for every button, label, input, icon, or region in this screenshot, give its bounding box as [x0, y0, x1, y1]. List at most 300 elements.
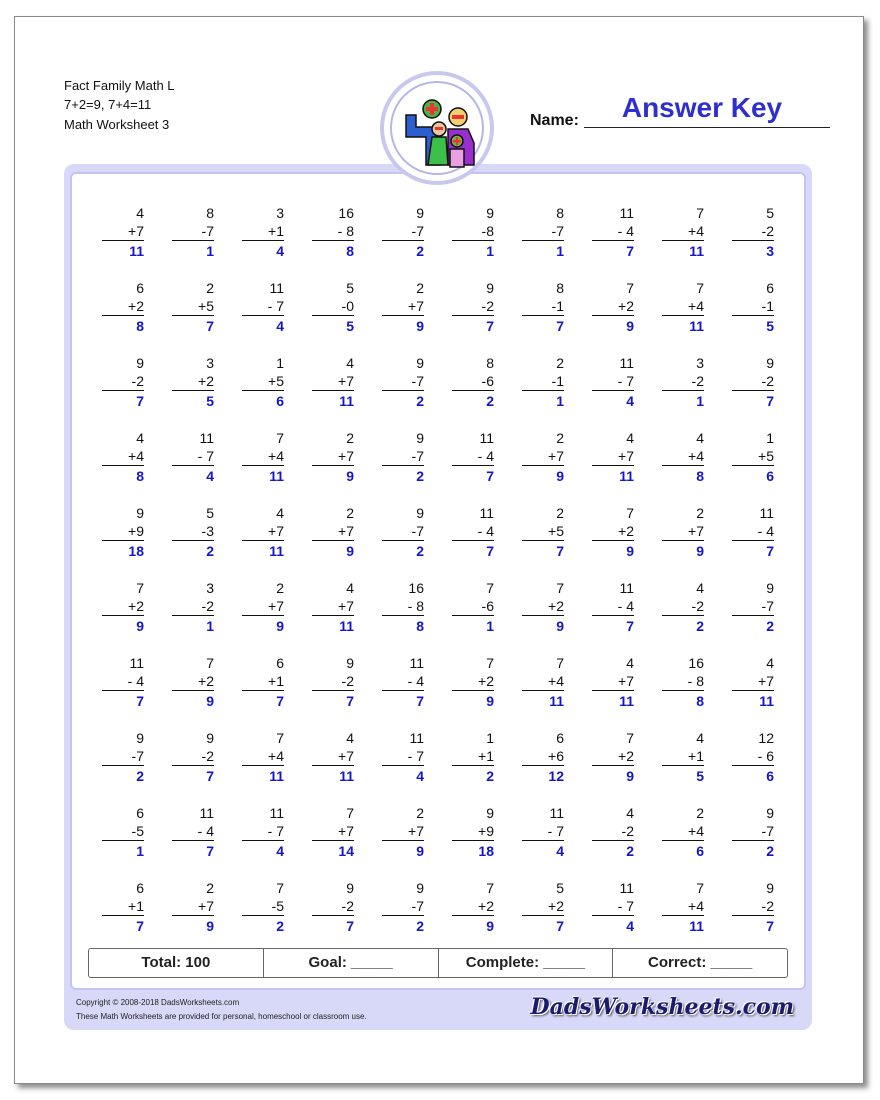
problem [592, 729, 648, 793]
problem-operand: +7 [338, 748, 354, 764]
problem-top: 2 [696, 505, 704, 521]
problem [522, 804, 578, 868]
problem-answer: 9 [206, 918, 214, 934]
problem-top: 4 [696, 430, 704, 446]
problem [312, 804, 368, 868]
problem-answer: 4 [626, 393, 634, 409]
problem-answer: 11 [339, 618, 354, 634]
problem-rule [732, 615, 774, 616]
problem-rule [242, 690, 284, 691]
problem-top: 4 [626, 430, 634, 446]
problem-operand: -6 [481, 598, 494, 614]
problem-top: 7 [696, 205, 704, 221]
problem-rule [102, 540, 144, 541]
problem-answer: 9 [626, 768, 634, 784]
problem-operand: - 8 [407, 598, 424, 614]
problem-top: 8 [486, 355, 494, 371]
problem-rule [172, 840, 214, 841]
problem [452, 879, 508, 943]
total-cell: Total: 100 [89, 949, 264, 977]
problem [662, 429, 718, 493]
problem-top: 9 [346, 655, 354, 671]
problem [382, 504, 438, 568]
problem-answer: 8 [696, 468, 704, 484]
problem-top: 7 [556, 655, 564, 671]
problem-answer: 5 [696, 768, 704, 784]
problem-operand: +7 [338, 448, 354, 464]
problem-top: 4 [766, 655, 774, 671]
problem-answer: 11 [689, 918, 704, 934]
problem [242, 729, 298, 793]
problem [522, 279, 578, 343]
problem-rule [102, 240, 144, 241]
problem-rule [592, 240, 634, 241]
problem-answer: 11 [339, 768, 354, 784]
problem-answer: 4 [556, 843, 564, 859]
problem-rule [102, 765, 144, 766]
problem-answer: 11 [759, 693, 774, 709]
problem-answer: 7 [626, 618, 634, 634]
problem-top: 11 [619, 355, 634, 371]
problem-answer: 8 [416, 618, 424, 634]
problem-rule [242, 540, 284, 541]
problem [102, 504, 158, 568]
problem-operand: -8 [481, 223, 494, 239]
problem-answer: 9 [486, 693, 494, 709]
problem-answer: 7 [416, 693, 424, 709]
problem-rule [102, 390, 144, 391]
problem-operand: +7 [408, 298, 424, 314]
problem [312, 579, 368, 643]
problem-answer: 9 [416, 318, 424, 334]
problem-operand: +1 [688, 748, 704, 764]
problem-operand: -2 [201, 748, 214, 764]
problem-top: 9 [766, 580, 774, 596]
problem [172, 804, 228, 868]
problem-answer: 7 [556, 918, 564, 934]
problem-rule [522, 840, 564, 841]
problem-answer: 7 [136, 693, 144, 709]
problem-answer: 7 [346, 918, 354, 934]
problem [452, 804, 508, 868]
problem-rule [522, 390, 564, 391]
problem-operand: -7 [551, 223, 564, 239]
problem-rule [452, 540, 494, 541]
problem [242, 429, 298, 493]
problem [732, 504, 788, 568]
problem-top: 5 [556, 880, 564, 896]
problem-answer: 9 [556, 618, 564, 634]
problem [452, 354, 508, 418]
problem-operand: +4 [688, 298, 704, 314]
problem-operand: - 7 [547, 823, 564, 839]
problem-top: 2 [206, 280, 214, 296]
problem-panel [64, 164, 812, 1030]
problem-rule [452, 315, 494, 316]
problem-answer: 9 [206, 693, 214, 709]
problem-top: 1 [766, 430, 774, 446]
problem-rule [592, 915, 634, 916]
problem-answer: 11 [549, 693, 564, 709]
problem-operand: +4 [268, 448, 284, 464]
problem-top: 4 [696, 730, 704, 746]
goal-cell: Goal: _____ [264, 949, 439, 977]
problem-operand: -7 [131, 748, 144, 764]
problem-rule [732, 540, 774, 541]
problem-rule [242, 615, 284, 616]
problem-answer: 2 [276, 918, 284, 934]
problem [102, 354, 158, 418]
problem [662, 654, 718, 718]
problem-operand: +5 [758, 448, 774, 464]
problem-top: 2 [556, 430, 564, 446]
problem-answer: 7 [766, 918, 774, 934]
problem-rule [522, 915, 564, 916]
problem [522, 879, 578, 943]
problem [732, 354, 788, 418]
problem-answer: 2 [696, 618, 704, 634]
problem-rule [662, 765, 704, 766]
problem-operand: -5 [271, 898, 284, 914]
problem-rule [312, 765, 354, 766]
fact-family-label: 7+2=9, 7+4=11 [64, 97, 152, 112]
problem-operand: -1 [551, 298, 564, 314]
problem-top: 7 [276, 430, 284, 446]
problem-top: 4 [136, 430, 144, 446]
problem-operand: - 4 [127, 673, 144, 689]
problem [732, 279, 788, 343]
problem-operand: -2 [691, 373, 704, 389]
problem-operand: +4 [548, 673, 564, 689]
problem-answer: 7 [626, 243, 634, 259]
problem-rule [592, 390, 634, 391]
problem-operand: +2 [478, 898, 494, 914]
problem-rule [452, 690, 494, 691]
problem [732, 729, 788, 793]
problem [242, 654, 298, 718]
problem-top: 5 [766, 205, 774, 221]
answer-key-title: Answer Key [621, 92, 783, 123]
problem-operand: - 4 [617, 223, 634, 239]
problem [172, 654, 228, 718]
problem-answer: 1 [556, 243, 564, 259]
problem-operand: +2 [198, 673, 214, 689]
problem [522, 579, 578, 643]
problem-top: 1 [486, 730, 494, 746]
problem-operand: +7 [268, 523, 284, 539]
problem-answer: 7 [486, 543, 494, 559]
problem-rule [662, 690, 704, 691]
problem-top: 9 [206, 730, 214, 746]
problem-rule [102, 615, 144, 616]
problem-rule [312, 465, 354, 466]
problem [382, 429, 438, 493]
problem-top: 12 [758, 730, 774, 746]
problem [382, 579, 438, 643]
problem-operand: +9 [478, 823, 494, 839]
problem [452, 504, 508, 568]
problem-top: 7 [276, 880, 284, 896]
problem [382, 804, 438, 868]
problem-answer: 2 [136, 768, 144, 784]
problem-top: 9 [136, 505, 144, 521]
problem-operand: +4 [688, 448, 704, 464]
problem-operand: -7 [411, 523, 424, 539]
problem [172, 354, 228, 418]
problem-operand: - 4 [477, 523, 494, 539]
problem [452, 579, 508, 643]
problem-answer: 4 [276, 843, 284, 859]
problem [242, 204, 298, 268]
problem-top: 7 [626, 730, 634, 746]
problem-rule [452, 390, 494, 391]
problem-operand: +2 [128, 598, 144, 614]
problem-rule [382, 315, 424, 316]
problem-operand: - 4 [757, 523, 774, 539]
problem-top: 6 [136, 805, 144, 821]
problem-operand: +1 [128, 898, 144, 914]
problem-rule [382, 240, 424, 241]
problem [732, 429, 788, 493]
problem-answer: 7 [556, 543, 564, 559]
problem-answer: 9 [346, 468, 354, 484]
problem-answer: 11 [269, 468, 284, 484]
problem [592, 579, 648, 643]
problem-rule [452, 765, 494, 766]
problem-top: 11 [479, 505, 494, 521]
problem-operand: +7 [548, 448, 564, 464]
problem-operand: -2 [761, 223, 774, 239]
problem [102, 279, 158, 343]
problem-operand: +2 [548, 598, 564, 614]
problem-rule [172, 915, 214, 916]
problem-top: 7 [486, 655, 494, 671]
problem-rule [732, 915, 774, 916]
problem-top: 11 [619, 880, 634, 896]
problem-answer: 8 [136, 318, 144, 334]
problem [312, 429, 368, 493]
problem-top: 6 [136, 280, 144, 296]
problem-top: 11 [619, 205, 634, 221]
problem-rule [592, 765, 634, 766]
problem-top: 11 [479, 430, 494, 446]
problem [592, 354, 648, 418]
problem-operand: -1 [761, 298, 774, 314]
problem-answer: 18 [128, 543, 144, 559]
problem-rule [312, 615, 354, 616]
problem-rule [242, 915, 284, 916]
problem-rule [382, 765, 424, 766]
problem-rule [732, 465, 774, 466]
problem-top: 9 [416, 355, 424, 371]
problem [172, 429, 228, 493]
problem-operand: - 8 [687, 673, 704, 689]
problem-rule [522, 465, 564, 466]
problem-rule [662, 390, 704, 391]
problem-rule [522, 765, 564, 766]
problem-operand: - 4 [407, 673, 424, 689]
problem-answer: 2 [486, 393, 494, 409]
problem [662, 279, 718, 343]
problem-rule [662, 315, 704, 316]
problem-rule [662, 540, 704, 541]
problem-top: 2 [346, 505, 354, 521]
problem [452, 654, 508, 718]
problem-answer: 9 [556, 468, 564, 484]
problem [452, 729, 508, 793]
problem-operand: -7 [761, 598, 774, 614]
problem-rule [592, 840, 634, 841]
problem-answer: 7 [486, 468, 494, 484]
problem-top: 4 [276, 505, 284, 521]
problem-answer: 8 [696, 693, 704, 709]
problem-answer: 7 [206, 768, 214, 784]
problem [312, 879, 368, 943]
problem-operand: -5 [131, 823, 144, 839]
problem-top: 11 [549, 805, 564, 821]
problem-top: 11 [759, 505, 774, 521]
problem-operand: +5 [268, 373, 284, 389]
problem [382, 279, 438, 343]
problem-rule [102, 915, 144, 916]
problem-rule [242, 315, 284, 316]
problem [172, 879, 228, 943]
problem-operand: +1 [268, 223, 284, 239]
problem-top: 4 [626, 655, 634, 671]
problem-answer: 2 [206, 543, 214, 559]
problem-answer: 2 [416, 543, 424, 559]
problem-answer: 7 [136, 393, 144, 409]
problem-top: 9 [136, 730, 144, 746]
problem-top: 7 [486, 580, 494, 596]
problem-top: 7 [346, 805, 354, 821]
problem-top: 7 [136, 580, 144, 596]
problem-answer: 4 [416, 768, 424, 784]
problem-operand: +4 [128, 448, 144, 464]
problem-answer: 6 [766, 468, 774, 484]
problem [522, 354, 578, 418]
problem-top: 4 [626, 805, 634, 821]
problem-answer: 2 [766, 618, 774, 634]
problem-rule [732, 390, 774, 391]
problem-operand: - 7 [617, 898, 634, 914]
problem-top: 9 [416, 205, 424, 221]
problem [662, 354, 718, 418]
name-label: Name: [530, 112, 579, 129]
problem-operand: +7 [268, 598, 284, 614]
problem [312, 504, 368, 568]
problem-top: 7 [626, 505, 634, 521]
problem-rule [242, 240, 284, 241]
problem-top: 9 [486, 205, 494, 221]
problem-top: 9 [346, 880, 354, 896]
problem-top: 9 [486, 805, 494, 821]
problem-operand: -7 [411, 448, 424, 464]
problem-answer: 1 [486, 243, 494, 259]
problem-answer: 9 [626, 543, 634, 559]
problem-operand: +9 [128, 523, 144, 539]
problem-top: 5 [206, 505, 214, 521]
problem-answer: 7 [276, 693, 284, 709]
problem-rule [382, 465, 424, 466]
problem-operand: -2 [201, 598, 214, 614]
problem-top: 4 [346, 355, 354, 371]
problem-top: 6 [766, 280, 774, 296]
problem-operand: +2 [128, 298, 144, 314]
problem-rule [242, 840, 284, 841]
problem [592, 429, 648, 493]
problem-top: 4 [136, 205, 144, 221]
problem [732, 204, 788, 268]
problem-top: 11 [129, 655, 144, 671]
problem-rule [522, 690, 564, 691]
problem [452, 204, 508, 268]
problem-top: 7 [276, 730, 284, 746]
problem-operand: +4 [688, 223, 704, 239]
problem-top: 9 [766, 880, 774, 896]
problem [662, 504, 718, 568]
problem [522, 504, 578, 568]
problem [732, 804, 788, 868]
problem-rule [662, 615, 704, 616]
problem-rule [592, 315, 634, 316]
problem [662, 579, 718, 643]
problem-answer: 9 [276, 618, 284, 634]
problem-answer: 9 [136, 618, 144, 634]
problem [732, 879, 788, 943]
problem-answer: 9 [486, 918, 494, 934]
problem-answer: 5 [766, 318, 774, 334]
problem-rule [172, 315, 214, 316]
problem-rule [452, 615, 494, 616]
problem-rule [382, 540, 424, 541]
problem-answer: 1 [136, 843, 144, 859]
problem-top: 2 [416, 805, 424, 821]
problem-top: 11 [199, 805, 214, 821]
problem-operand: +1 [268, 673, 284, 689]
problem-answer: 2 [416, 918, 424, 934]
problem [732, 579, 788, 643]
problem-answer: 2 [626, 843, 634, 859]
problem [452, 279, 508, 343]
problem-operand: +5 [198, 298, 214, 314]
problem [592, 654, 648, 718]
problem-rule [592, 540, 634, 541]
problem-operand: - 7 [267, 298, 284, 314]
problem-operand: +7 [688, 523, 704, 539]
problem [382, 654, 438, 718]
problem-top: 8 [556, 280, 564, 296]
problem-operand: -2 [341, 898, 354, 914]
problem [592, 804, 648, 868]
problem-rule [172, 765, 214, 766]
problem-rule [312, 240, 354, 241]
problem [662, 804, 718, 868]
problem-operand: +7 [618, 448, 634, 464]
problem [312, 279, 368, 343]
problem [102, 579, 158, 643]
problem-operand: - 7 [197, 448, 214, 464]
problem [592, 879, 648, 943]
problem-operand: +2 [478, 673, 494, 689]
problem-answer: 7 [346, 693, 354, 709]
problem-top: 2 [276, 580, 284, 596]
problem-top: 6 [136, 880, 144, 896]
problem-answer: 1 [206, 243, 214, 259]
copyright-text: Copyright © 2008-2018 DadsWorksheets.com [76, 998, 240, 1007]
problem-operand: -1 [551, 373, 564, 389]
problem-top: 8 [206, 205, 214, 221]
